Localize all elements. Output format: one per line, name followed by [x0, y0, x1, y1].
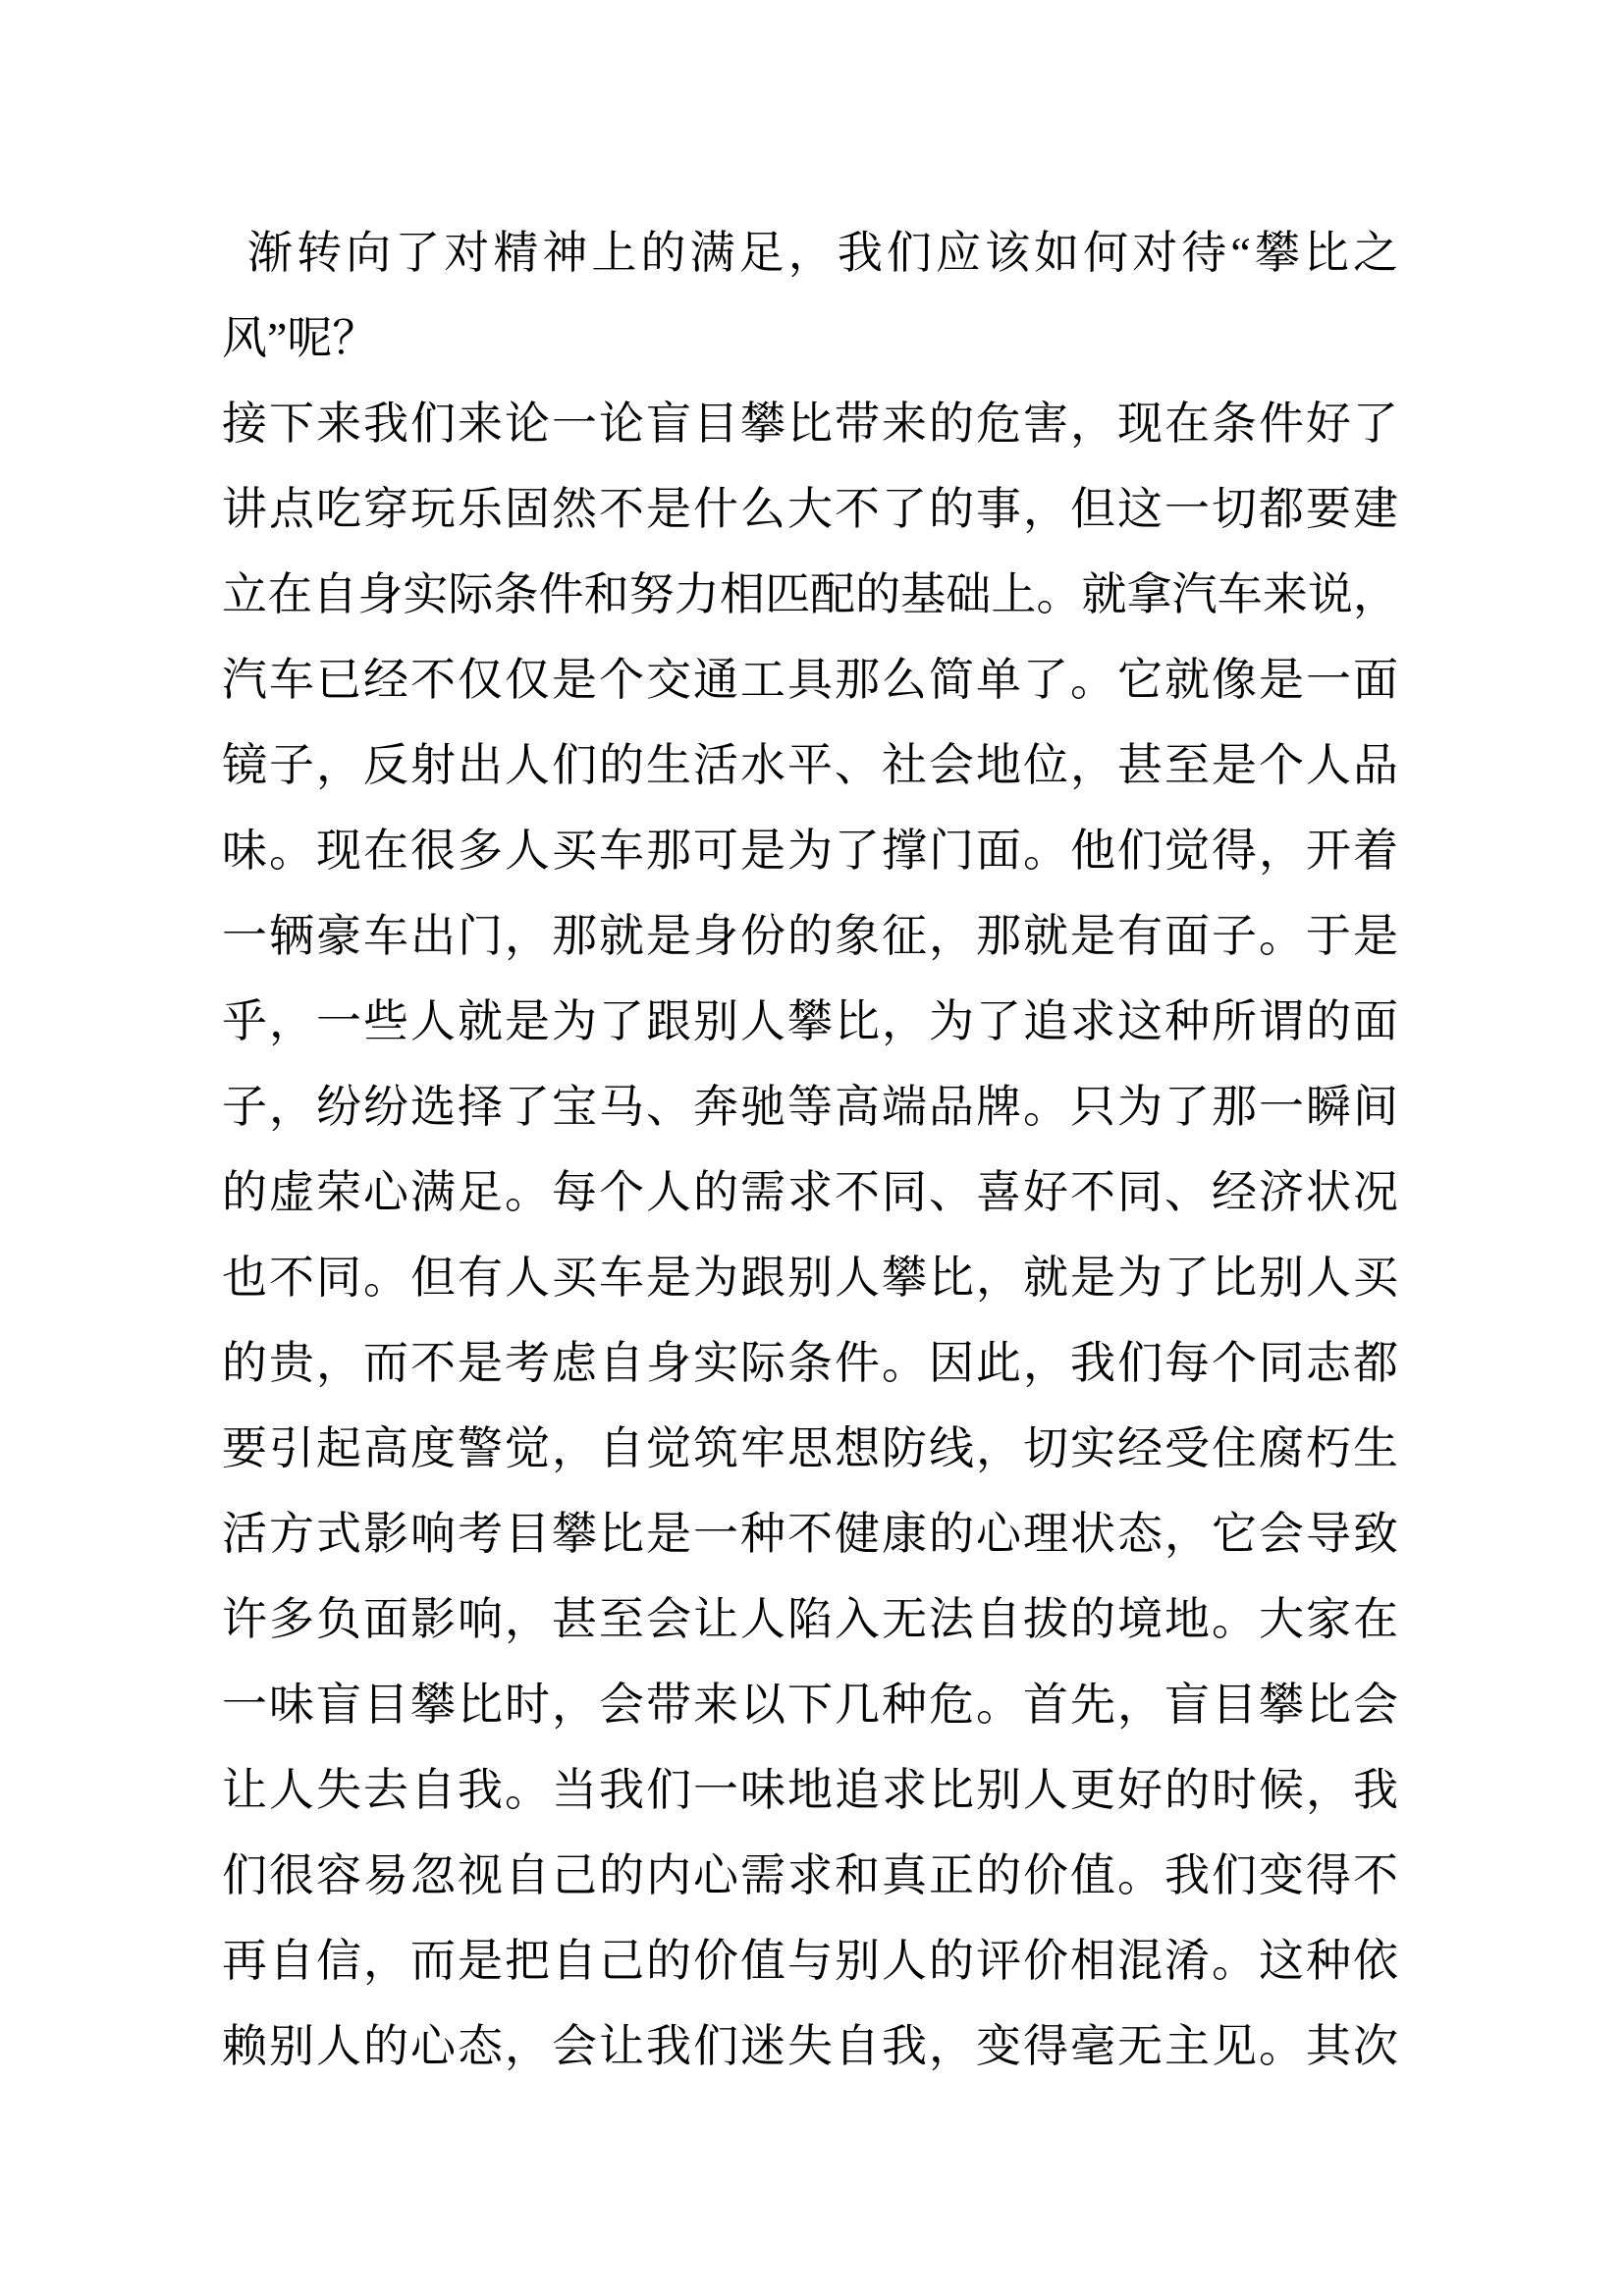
text-line: 一味盲目攀比时，会带来以下几种危。首先，盲目攀比会: [222, 1680, 1398, 1730]
text-line: 也不同。但有人买车是为跟别人攀比，就是为了比别人买: [222, 1253, 1398, 1303]
text-line: 渐转向了对精神上的满足，我们应该如何对待“攀比之: [247, 228, 1398, 278]
text-line: 子，纷纷选择了宝马、奔驰等高端品牌。只为了那一瞬间: [222, 1082, 1398, 1132]
text-line: 乎，一些人就是为了跟别人攀比，为了追求这种所谓的面: [222, 996, 1398, 1046]
text-line: 要引起高度警觉，自觉筑牢思想防线，切实经受住腐朽生: [222, 1423, 1398, 1473]
text-line: 让人失去自我。当我们一味地追求比别人更好的时候，我: [222, 1765, 1398, 1815]
text-line: 风”呢？: [222, 313, 378, 363]
text-line: 的虚荣心满足。每个人的需求不同、喜好不同、经济状况: [222, 1167, 1398, 1217]
document-body: [222, 210, 1398, 2089]
text-line: 许多负面影响，甚至会让人陷入无法自拔的境地。大家在: [222, 1594, 1398, 1644]
text-line: 再自信，而是把自己的价值与别人的评价相混淆。这种依: [222, 1936, 1398, 1986]
text-line: 立在自身实际条件和努力相匹配的基础上。就拿汽车来说，: [222, 569, 1398, 619]
text-line: 赖别人的心态，会让我们迷失自我，变得毫无主见。其次: [222, 2021, 1398, 2071]
text-line: 们很容易忽视自己的内心需求和真正的价值。我们变得不: [222, 1850, 1398, 1900]
text-line: 一辆豪车出门，那就是身份的象征，那就是有面子。于是: [222, 911, 1398, 961]
text-line: 味。现在很多人买车那可是为了撑门面。他们觉得，开着: [222, 826, 1398, 876]
text-line: 汽车已经不仅仅是个交通工具那么简单了。它就像是一面: [222, 655, 1398, 705]
text-line: 讲点吃穿玩乐固然不是什么大不了的事，但这一切都要建: [222, 484, 1398, 534]
text-line: 接下来我们来论一论盲目攀比带来的危害，现在条件好了: [222, 399, 1398, 449]
text-line: 活方式影响考目攀比是一种不健康的心理状态，它会导致: [222, 1509, 1398, 1559]
text-line: 镜子，反射出人们的生活水平、社会地位，甚至是个人品: [222, 740, 1398, 790]
text-line: 的贵，而不是考虑自身实际条件。因此，我们每个同志都: [222, 1338, 1398, 1388]
